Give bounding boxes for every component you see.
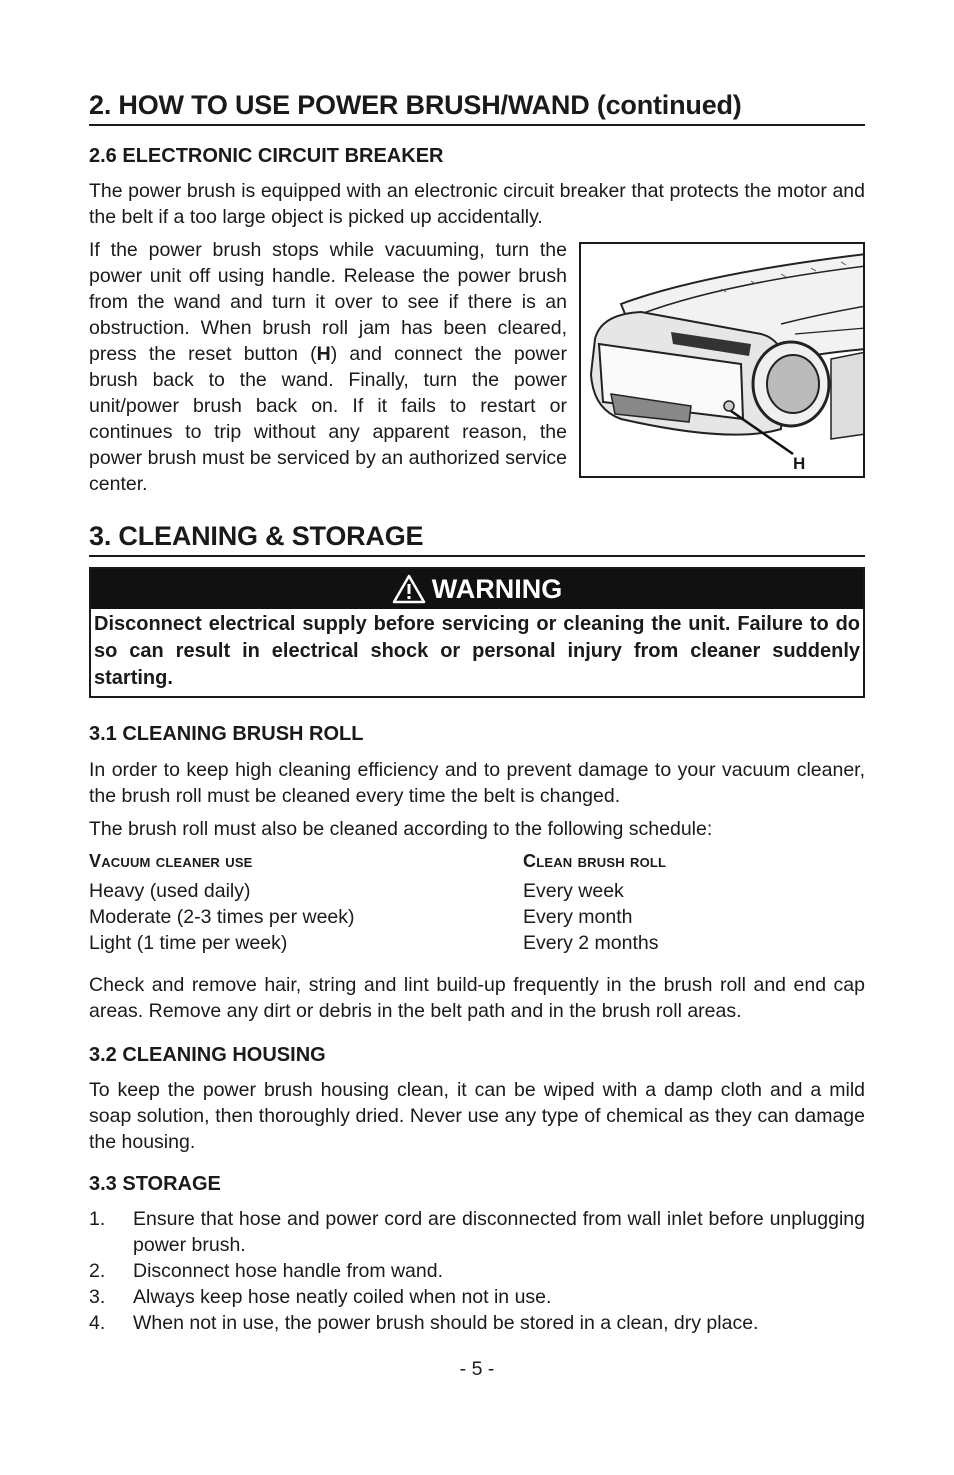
subsection-3-3-heading: 3.3 STORAGE <box>89 1173 221 1195</box>
warning-header <box>91 569 863 609</box>
list-item-number: 3. <box>89 1286 106 1308</box>
list-item <box>89 1258 865 1284</box>
schedule-clean-cell: Every week <box>523 880 624 902</box>
warning-label: WARNING <box>431 573 563 604</box>
subsection-2-6-paragraph-1: The power brush is equipped with an electronic circuit breaker that protects the motor and the belt if a too large object is picked up accidentally. <box>89 180 865 228</box>
schedule-header-clean-text: Clean brush roll <box>523 851 667 871</box>
list-item-text: Always keep hose neatly coiled when not in use. <box>133 1286 552 1308</box>
list-item <box>89 1310 865 1336</box>
list-item-text: Disconnect hose handle from wand. <box>133 1260 444 1282</box>
list-item-text: When not in use, the power brush should be stored in a clean, dry place. <box>133 1312 759 1334</box>
schedule-clean-cell: Every 2 months <box>523 932 659 954</box>
warning-box <box>89 567 865 698</box>
page-number: - 5 - <box>459 1358 495 1380</box>
list-item <box>89 1206 865 1258</box>
list-item <box>89 1284 865 1310</box>
schedule-use-cell: Heavy (used daily) <box>89 880 251 902</box>
subsection-3-2-paragraph-1: To keep the power brush housing clean, it can be wiped with a damp cloth and a mild soap solution, then thoroughly dried. Never use any type of chemical as they can damage the housing. <box>89 1079 865 1153</box>
subsection-2-6-paragraph-2 <box>89 237 567 497</box>
warning-text: Disconnect electrical supply before servicing or cleaning the unit. Failure to do so can result in electrical shock or personal injury from cleaner suddenly starting. <box>94 613 860 689</box>
paragraph-text-part: ) and connect the power brush back to the wand. Finally, turn the power unit/power brush back on. If it fails to restart or continues to trip without any apparent reason, the power brush must be serviced by an authorized service center. <box>89 343 567 495</box>
schedule-header-clean <box>523 848 666 874</box>
subsection-3-1-paragraph-3: Check and remove hair, string and lint build-up frequently in the brush roll and end cap areas. Remove any dirt or debris in the belt path and in the brush roll areas. <box>89 974 865 1022</box>
list-item-number: 4. <box>89 1312 106 1334</box>
schedule-header-use <box>89 848 253 874</box>
schedule-clean-cell: Every month <box>523 906 633 928</box>
list-item-number: 1. <box>89 1208 106 1230</box>
list-item-number: 2. <box>89 1260 106 1282</box>
subsection-3-1-paragraph-2: The brush roll must also be cleaned according to the following schedule: <box>89 818 713 840</box>
subsection-3-2-heading: 3.2 CLEANING HOUSING <box>89 1044 326 1066</box>
power-brush-figure <box>579 242 865 478</box>
schedule-use-cell: Moderate (2-3 times per week) <box>89 906 355 928</box>
subsection-3-1-heading: 3.1 CLEANING BRUSH ROLL <box>89 723 364 745</box>
schedule-header-use-text: Vacuum cleaner use <box>89 851 253 871</box>
warning-triangle-icon <box>392 574 426 604</box>
list-item-text: Ensure that hose and power cord are disconnected from wall inlet before unplugging power brush. <box>133 1208 865 1256</box>
subsection-2-6-heading: 2.6 ELECTRONIC CIRCUIT BREAKER <box>89 145 444 167</box>
paragraph-text-part: If the power brush stops while vacuuming, turn the power unit off using handle. Release the power brush from the wand and turn it over to see if there is an obstruction. When brush roll jam has been cleared, press the reset button ( <box>89 239 567 365</box>
schedule-use-cell: Light (1 time per week) <box>89 932 288 954</box>
power-brush-illustration <box>581 244 865 478</box>
section-3-title: 3. CLEANING & STORAGE <box>89 519 865 557</box>
subsection-3-1-paragraph-1: In order to keep high cleaning efficiency and to prevent damage to your vacuum cleaner, the brush roll must be cleaned every time the belt is changed. <box>89 759 865 807</box>
storage-list <box>89 1206 865 1336</box>
figure-label-h: H <box>793 454 806 473</box>
reset-button-reference: H <box>316 343 331 365</box>
section-2-title: 2. HOW TO USE POWER BRUSH/WAND (continued) <box>89 88 865 126</box>
